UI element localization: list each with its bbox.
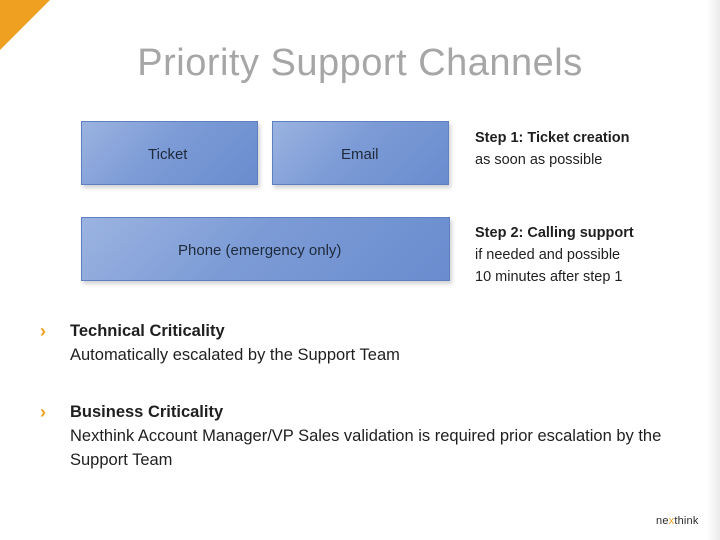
step-1 bbox=[475, 127, 705, 171]
step-2-heading: Step 2: Calling support bbox=[475, 225, 634, 241]
bullet-1-text: Automatically escalated by the Support Team bbox=[70, 346, 400, 364]
phone-label: Phone (emergency only) bbox=[178, 242, 342, 259]
slide-title: Priority Support Channels bbox=[137, 42, 583, 84]
chevron-right-icon: › bbox=[40, 321, 46, 341]
ticket-label: Ticket bbox=[148, 146, 188, 163]
phone-channel-box bbox=[81, 217, 450, 281]
email-label: Email bbox=[341, 146, 379, 163]
step-1-detail: as soon as possible bbox=[475, 152, 603, 168]
chevron-right-icon: › bbox=[40, 402, 46, 422]
step-2 bbox=[475, 222, 705, 288]
ticket-channel-box bbox=[81, 121, 258, 185]
bullet-2-title: Business Criticality bbox=[70, 403, 224, 421]
nexthink-logo: nexthink bbox=[656, 515, 699, 527]
step-1-heading: Step 1: Ticket creation bbox=[475, 130, 630, 146]
bullet-1-title: Technical Criticality bbox=[70, 322, 225, 340]
step-2-detail-2: 10 minutes after step 1 bbox=[475, 269, 623, 285]
email-channel-box bbox=[272, 121, 449, 185]
bullet-2-text: Nexthink Account Manager/VP Sales validation is required prior escalation by the Support Team bbox=[70, 427, 662, 469]
step-2-detail-1: if needed and possible bbox=[475, 247, 621, 263]
